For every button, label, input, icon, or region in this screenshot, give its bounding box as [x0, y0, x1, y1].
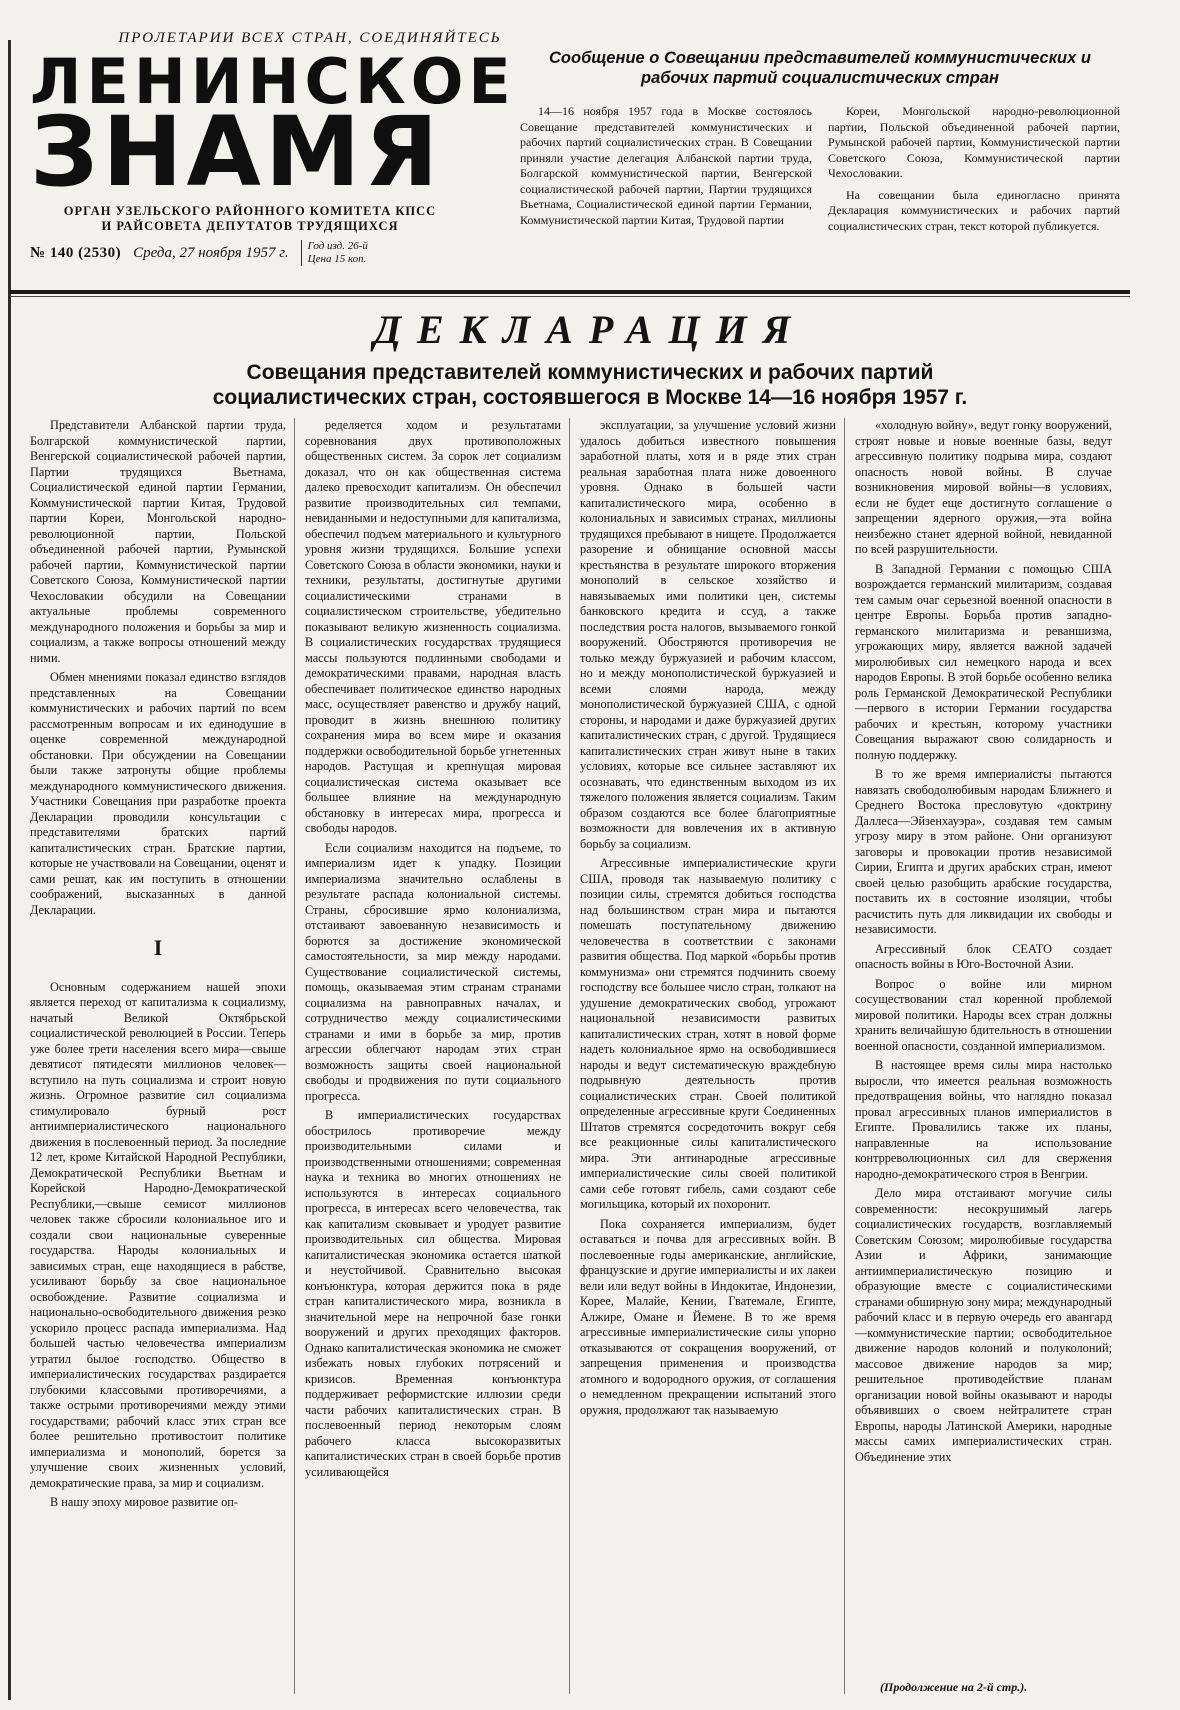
announcement-col-1	[520, 104, 812, 240]
slogan: ПРОЛЕТАРИИ ВСЕХ СТРАН, СОЕДИНЯЙТЕСЬ	[118, 30, 502, 46]
article-paragraph: эксплуатации, за улучшение условий жизни удалось добиться известного повышения заработной платы, хотя и в ряде этих стран реальная заработная плата ниже довоенного уровня. Однако в большей части капиталистического мира, особенно в колониальных и зависимых странах, миллионы трудящихся пребывают в нищете. Продолжается разорение и обнищание основной массы крестьянства в результате широкого вторжения монополий в сельское хозяйство и навязываемых ими политики цен, системы банковского кредита и ссуд, а также последствия роста налогов, вызываемого гонкой вооружений. Обостряются противоречия не только между буржуазией и рабочим классом, но и между монополистической буржуазией и всеми слоями народа, между монополистической буржуазией США, с одной стороны, и народами и даже буржуазией других капиталистических стран, с другой. Трудящиеся капиталистических стран живут ныне в таких условиях, которые все сильнее заставляют их осознавать, что единственным выходом из их тяжелого положения является социализм. Таким образом создаются все более благоприятные возможности для вовлечения их в активную борьбу за социализм.	[580, 418, 836, 851]
article-paragraph: ределяется ходом и результатами соревнования двух противоположных общественных систем. За сорок лет социализм доказал, что он как общественная система далеко превосходит капитализм. Он обеспечил развитие производительных сил темпами, невиданными и недоступными для капитализма, обеспечил подъем материального и культурного уровня жизни трудящихся. Большие успехи Советского Союза в области экономики, науки и техники, результаты, достигнутые другими социалистическими странами в социалистическом строительстве, убедительно показывают великую жизненность социализма. В социалистических государствах трудящиеся массы пользуются подлинными свободами и демократическими правами, народная власть обеспечивает политическое единство народных масс, осуществляет равенство и дружбу наций, проводит в жизнь внешнюю политику сохранения мира во всем мире и оказания поддержки освободительной борьбе угнетенных народов. Растущая и крепнущая мировая социалистическая система оказывает все большее влияние на международную обстановку в интересах мира, прогресса и свободы народов.	[305, 418, 561, 835]
article-paragraph: Обмен мнениями показал единство взглядов представленных на Совещании коммунистических и рабочих партий по всем рассмотренным вопросам и их единодушие в оценке современной международной обстановки. При обсуждении на Совещании были также затронуты общие проблемы международного коммунистического движения. Участники Совещания при разработке проекта Декларации проводили консультации с представителями братских партий капиталистических стран. Братские партии, которые не участвовали на Совещании, оценят и сами решат, как им поступить в отношении соображений, высказанных в данной Декларации.	[30, 670, 286, 917]
article-column-4	[855, 418, 1120, 1694]
left-margin-rule	[8, 40, 11, 1700]
newspaper-title	[30, 45, 530, 208]
issue-number: № 140 (2530)	[30, 244, 122, 261]
article-column-1	[30, 418, 295, 1694]
article-paragraph: Если социализм находится на подъеме, то империализм идет к упадку. Позиции империализма значительно ослаблены в результате распада колониальной системы. Страны, сбросившие ярмо колониализма, отстаивают завоеванную независимость и борются за достижение экономической самостоятельности, за мир между народами. Существование социалистической системы, помощь, оказываемая этим странам странами социализма на равноправных началах, и сотрудничество между социалистическими странами и ими в борьбе за мир, против агрессии облегчают народам этих стран возможность защиты своей национальной свободы и продвижения по пути социального прогресса.	[305, 840, 561, 1103]
article-paragraph: Дело мира отстаивают могучие силы современности: несокрушимый лагерь социалистических государств, возглавляемый Советским Союзом; миролюбивые государства Азии и Африки, занимающие антиимпериалистическую позицию и образующие вместе с социалистическими странами обширную зону мира; международный рабочий класс и в первую очередь его авангард—коммунистические партии; освободительное движение народов колоний и полуколоний; массовое движение народов за мир; решительное противодействие планам организации новой войны оказывают и народы объявивших о своем нейтралитете стран Европы, народы Латинской Америки, народные массы самих империалистических стран. Объединение этих	[855, 1186, 1112, 1464]
article-paragraph: В то же время империалисты пытаются навязать свободолюбивым народам Ближнего и Среднего Востока пресловутую «доктрину Даллеса—Эйзенхауэра», создавая тем самым угрозу миру в этом районе. Они организуют заговоры и провокации против независимой Сирии, Египта и других арабских стран, имеют своей целью разобщить арабские государства, поставить их в состояние изоляции, чтобы расчистить путь для ликвидации их свободы и независимости.	[855, 767, 1112, 936]
article-paragraph: Агрессивные империалистические круги США, проводя так называемую политику с позиции силы, стремятся добиться господства над большинством стран мира и пытаются помешать поступательному движению человечества в соответствии с законами развития общества. Под маркой «борьбы против коммунизма» они стремятся подчинить своему господству все большее число стран, толкают на удушение демократических свобод, угрожают национальной независимости развитых капиталистических стран, хотят в новой форме надеть колониальное ярмо на освободившиеся народы и ведут систематическую враждебную подрывную деятельность против социалистических стран. Своей политикой определенные агрессивные круги Соединенных Штатов стремятся сосредоточить вокруг себя все реакционные силы капиталистического мира. Эти антинародные агрессивные империалистические силы своей политикой сами себе готовят гибель, сами создают себе могильщика, который их похоронит.	[580, 856, 836, 1211]
declaration-subtitle: Совещания представителей коммунистических и рабочих партий социалистических стран, состоявшегося в Москве 14—16 ноября 1957 г.	[212, 361, 968, 409]
article-paragraph: В империалистических государствах обострилось противоречие между производительными силами и производственными отношениями; современная наука и техника во многих отношениях не используются в интересах социального прогресса, в интересах всего человечества, так как капитализм сковывает и уродует развитие производительных сил общества. Мировая капиталистическая экономика остается шаткой и неустойчивой. Сравнительно высокая конъюнктура, которая держится пока в ряде стран капиталистического мира, возникла в значительной мере на непрочной базе гонки вооружений и других преходящих факторов. Однако капиталистическая экономика не сможет избежать новых глубоких потрясений и кризисов. Временная конъюнктура поддерживает реформистские иллюзии среди части рабочих капиталистических стран. В послевоенный период некоторым слоям рабочего класса высокоразвитых капиталистических стран в своей борьбе против усиливающейся	[305, 1108, 561, 1479]
article-paragraph: В Западной Германии с помощью США возрождается германский милитаризм, создавая тем самым очаг серьезной военной опасности в центре Европы. Борьба против западно-германского милитаризма и реваншизма, угрожающих миру, является важной задачей миролюбивых сил немецкого народа и всех народов Европы. В этой борьбе особенно велика роль Германской Демократической Республики—первого в истории Германии государства рабочих и крестьян, которому участники Совещания выражают свою солидарность и полную поддержку.	[855, 561, 1112, 762]
announcement-paragraph: Кореи, Монгольской народно-революционной партии, Польской объединенной рабочей партии, Румынской рабочей партии, Коммунистической партии Советского Союза, Коммунистической партии Чехословакии.	[828, 104, 1120, 180]
article-paragraph: Представители Албанской партии труда, Болгарской коммунистической партии, Венгерской социалистической рабочей партии, Партии трудящихся Вьетнама, Социалистической единой партии Германии, Коммунистической партии Китая, Трудовой партии Кореи, Монгольской народно-революционной партии, Польской объединенной рабочей партии, Румынской рабочей партии, Коммунистической партии Советского Союза, Коммунистической партии Чехословакии обсудили на Совещании актуальные проблемы современного международного положения и борьбы за мир и социализм, а также вопросы отношений между ними.	[30, 418, 286, 665]
article-paragraph: «холодную войну», ведут гонку вооружений, строят новые и новые военные базы, ведут агрессивную политику подрыва мира, создают опасность новой войны. В случае возникновения мировой войны—в условиях, если не будет еще достигнуто соглашение о запрещении ядерного оружия,—эта война неизбежно станет ядерной войной, невиданной по всей разрушительности.	[855, 418, 1112, 556]
price-box	[301, 240, 368, 266]
article-paragraph: В настоящее время силы мира настолько выросли, что имеется реальная возможность предотвращения войны, что наглядно показал провал агрессивных планов империалистов в Египте. Провалились также их планы, направленные на использование контрреволюционных сил для свержения народно-демократического строя в Венгрии.	[855, 1058, 1112, 1181]
publication-year: Год изд. 26-й	[307, 240, 368, 253]
article-column-3	[580, 418, 845, 1694]
price: Цена 15 коп.	[307, 253, 367, 266]
title-line-2: ЗНАМЯ	[30, 95, 443, 208]
section-numeral: I	[153, 935, 163, 960]
article-paragraph: Пока сохраняется империализм, будет оставаться и почва для агрессивных войн. В послевоенные годы американские, английские, французские и другие империалисты и их лакеи вели или ведут войны в Индокитае, Индонезии, Корее, Малайе, Кении, Гватемале, Египте, Алжире, Омане и Йемене. В то же время агрессивные империалистические силы упорно отказываются от сокращения вооружений, от запрещения применения и производства атомного и водородного оружия, от соглашения о немедленном прекращении испытаний этого оружия, продолжают так называемую	[580, 1216, 836, 1417]
announcement-title: Сообщение о Совещании представителей коммунистических и рабочих партий социалистических стран	[549, 49, 1091, 87]
announcement-col-2	[828, 104, 1120, 240]
article-paragraph: Агрессивный блок СЕАТО создает опасность войны в Юго-Восточной Азии.	[855, 941, 1112, 971]
header-divider	[10, 290, 1130, 294]
article-paragraph: В нашу эпоху мировое развитие оп-	[50, 1495, 238, 1509]
declaration-title: ДЕКЛАРАЦИЯ	[373, 307, 807, 352]
organ-line-1: ОРГАН УЗЕЛЬСКОГО РАЙОННОГО КОМИТЕТА КПСС	[63, 204, 437, 219]
article-column-2	[305, 418, 570, 1694]
announcement-body	[520, 104, 1120, 240]
announcement-paragraph: 14—16 ноября 1957 года в Москве состоялось Совещание представителей коммунистических и рабочих партий социалистических стран. В Совещании приняли участие делегация Албанской партии труда, Болгарской коммунистической партии, Венгерской социалистической рабочей партии, Партии трудящихся Вьетнама, Социалистической единой партии Германии, Коммунистической партии Китая, Трудовой партии	[520, 104, 812, 227]
masthead	[30, 30, 530, 266]
announcement-paragraph: На совещании была единогласно принята Декларация коммунистических и рабочих партий социалистических стран, текст которой публикуется.	[828, 187, 1120, 233]
title-line-1: ЛЕНИНСКОЕ	[30, 45, 516, 118]
article-paragraph: Вопрос о войне или мирном сосуществовании стал коренной проблемой мировой политики. Народы всех стран должны хранить величайшую бдительность в отношении военной опасности, созданной империализмом.	[855, 976, 1112, 1053]
organ-line	[30, 204, 470, 234]
article-paragraph: Основным содержанием нашей эпохи является переход от капитализма к социализму, начатый Великой Октябрьской социалистической революцией в России. Теперь уже более трети населения всего мира—свыше девятисот пятидесяти миллионов человек—вступило на путь социализма и строит новую жизнь. Огромное развитие сил социализма стимулировало бурный рост антиимпериалистического национального движения в послевоенный период. За последние 12 лет, кроме Китайской Народной Республики, Демократической Республики Вьетнам и Корейской Народно-Демократической Республики,—свыше семисот миллионов человек также сбросили колониальное иго и создали свои национальные суверенные государства. Народы колониальных и зависимых стран, еще находящиеся в рабстве, усиливают борьбу за свое национальное освобождение. Развитие социализма и национально-освободительного движения резко ускорило процесс распада империализма. Над большей частью человечества империализм утратил былое господство. Общество в империалистических государствах раздирается глубокими классовыми противоречиями, а также острыми противоречиями между этими государствами; рабочий класс этих стран все более решительно противостоит политике империализма и монополий, борется за улучшение своих жизненных условий, демократические права, за мир и социализм.	[30, 979, 286, 1490]
issue-line	[30, 240, 470, 266]
article-columns	[30, 418, 1120, 1694]
header-divider-thin	[10, 296, 1130, 297]
announcement	[520, 48, 1120, 240]
organ-line-2: И РАЙСОВЕТА ДЕПУТАТОВ ТРУДЯЩИХСЯ	[101, 219, 399, 234]
issue-date: Среда, 27 ноября 1957 г.	[133, 244, 289, 261]
continuation-note: (Продолжение на 2-й стр.).	[880, 1680, 1028, 1694]
